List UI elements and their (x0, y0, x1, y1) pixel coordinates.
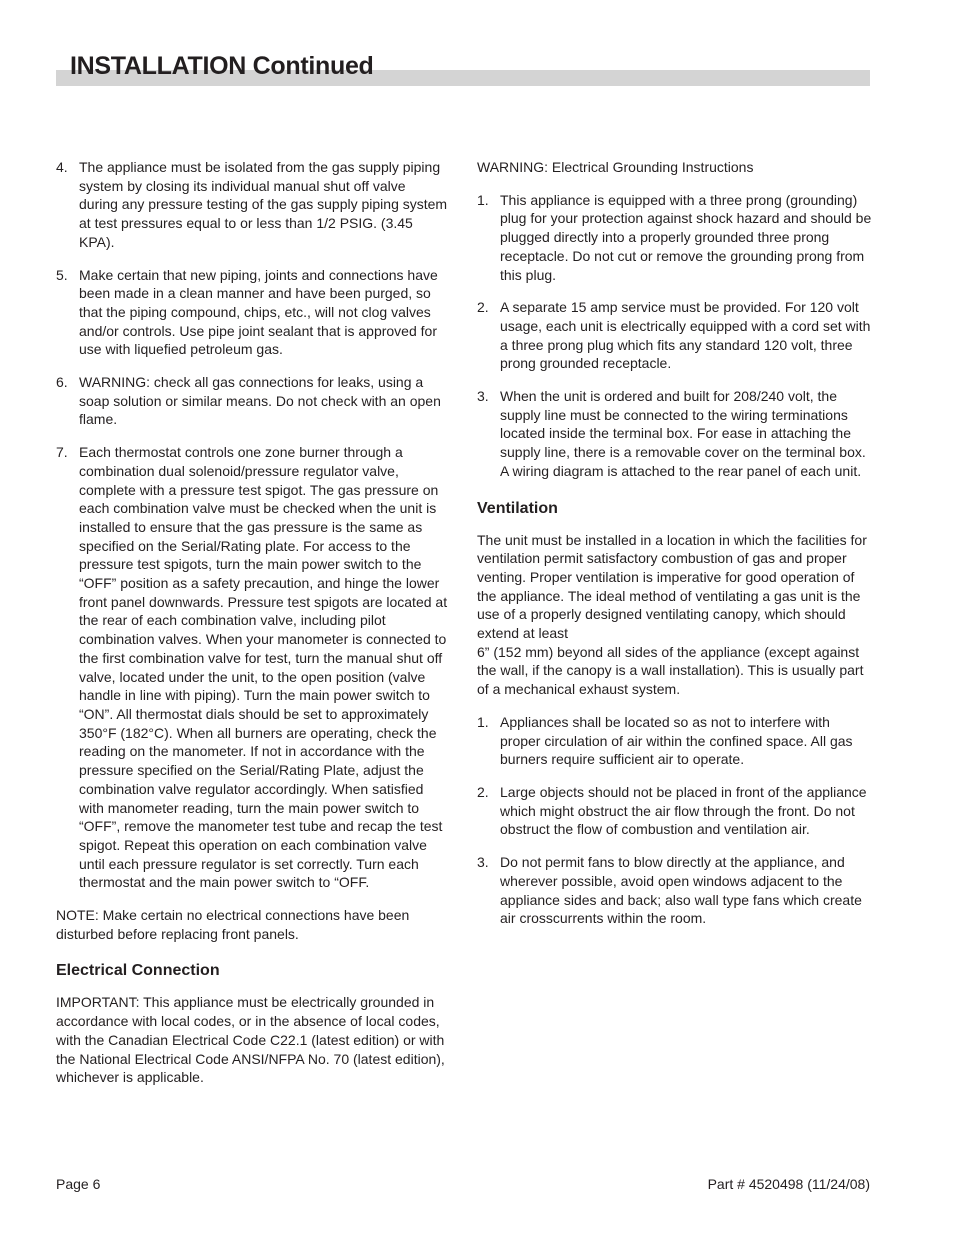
right-column (477, 158, 872, 942)
ventilation-text: The unit must be installed in a location in which the facilities for ventilation permit satisfactory combustion of gas and proper venting. Proper ventilation is imperative for good operation of the appliance. The ideal method of ventilating a gas unit is the use of a properly designed ventilating canopy, which should extend at least (477, 531, 867, 642)
note-text: NOTE: Make certain no electrical connections have been disturbed before replacing front panels. (56, 907, 410, 942)
item-number: 2. (477, 783, 489, 800)
part-number: Part # 4520498 (11/24/08) (707, 1176, 870, 1192)
item-number: 3. (477, 854, 489, 871)
item-text: This appliance is equipped with a three prong (grounding) plug for your protection against shock hazard and should be plugged directly into a properly grounded three prong receptacle. Do not cut or remove the grounding prong from this plug. (500, 191, 872, 283)
item-number: 7. (56, 444, 68, 461)
list-item (477, 298, 872, 373)
item-text: When the unit is ordered and built for 208/240 volt, the supply line must be connected to the wiring terminations located inside the terminal box. For ease in attaching the supply line, there is a removable cover on the terminal box. A wiring diagram is attached to the rear panel of each unit. (500, 388, 866, 479)
list-item (56, 443, 448, 892)
item-number: 4. (56, 159, 68, 175)
item-text: Each thermostat controls one zone burner through a combination dual solenoid/pressure regulator valve, complete with a pressure test spigot. The gas pressure on each combination valve must be checked when the unit is installed to ensure that the gas pressure is the same as specified on the Serial/Rating plate. For access to the pressure test spigots, turn the main power switch to the “OFF” position as a safety precaution, and hinge the lower front panel downwards. Pressure test spigots are located at the rear of each combination valve, including pilot combination valves. When your manometer is connected to the first combination valve for test, turn the manual shut off valve, located under the unit, to the open position (valve handle in line with piping). Turn the main power switch to “ON”. All thermostat dials should be set to approximately 350°F (182°C). When all burners are operating, check the reading on the manometer. If not in accordance with the pressure specified on the Serial/Rating Plate, adjust the combination valve regulator accordingly. When satisfied with manometer reading, turn the main power switch to “OFF”, remove the manometer test tube and recap the test spigot. Repeat this operation on each combination valve until each pressure regulator is set correctly. Turn each thermostat and the main power switch to “OFF. (79, 444, 448, 891)
item-number: 1. (477, 713, 489, 730)
item-number: 6. (56, 374, 68, 391)
item-number: 2. (477, 299, 489, 316)
item-text: A separate 15 amp service must be provided. For 120 volt usage, each unit is electrically equipped with a cord set with a three prong plug which fits any standard 120 volt, three prong grounded receptacle. (500, 299, 871, 372)
item-text: Appliances shall be located so as not to interfere with proper circulation of air within the confined space. All gas burners require sufficient air to operate. (500, 713, 853, 768)
item-text: Do not permit fans to blow directly at the appliance, and wherever possible, avoid open windows adjacent to the appliance sides and back; also wall type fans which create air crosscurrents within the room. (500, 854, 862, 927)
electrical-connection-heading: Electrical Connection (56, 962, 220, 980)
page-number: Page 6 (56, 1176, 101, 1192)
item-number: 5. (56, 266, 68, 283)
item-text: WARNING: check all gas connections for leaks, using a soap solution or similar means. Do not check with an open flame. (79, 374, 441, 428)
grounding-warning-title: WARNING: Electrical Grounding Instructions (477, 159, 754, 175)
item-text: Large objects should not be placed in front of the appliance which might obstruct the air flow through the front. Do not obstruct the flow of combustion and ventilation air. (500, 783, 867, 838)
list-item (477, 191, 872, 285)
electrical-connection-text: IMPORTANT: This appliance must be electrically grounded in accordance with local codes, or in the absence of local codes, with the Canadian Electrical Code C22.1 (latest edition) or with the National Electrical Code ANSI/NFPA No. 70 (latest edition), whichever is applicable. (56, 994, 445, 1086)
item-number: 1. (477, 191, 489, 208)
item-text: The appliance must be isolated from the gas supply piping system by closing its individual manual shut off valve during any pressure testing of the gas supply piping system at test pressures equal to or less than 1/2 PSIG. (3.45 KPA). (79, 159, 448, 250)
list-item (477, 783, 872, 839)
list-item (477, 713, 872, 769)
item-number: 3. (477, 388, 489, 405)
ventilation-text-continued: 6” (152 mm) beyond all sides of the appliance (except against the wall, if the canopy is a wall installation). This is usually part of a mechanical exhaust system. (477, 643, 864, 698)
list-item (56, 373, 448, 429)
list-item (56, 266, 448, 360)
ventilation-heading: Ventilation (477, 499, 558, 517)
list-item (56, 158, 448, 252)
item-text: Make certain that new piping, joints and connections have been made in a clean manner and have been purged, so that the piping compound, chips, etc., will not clog valves and/or controls. Use pipe joint sealant that is approved for use with liquefied petroleum gas. (79, 266, 438, 358)
left-column (56, 158, 448, 1101)
list-item (477, 853, 872, 928)
page-title: INSTALLATION Continued (70, 52, 374, 80)
list-item (477, 387, 872, 481)
